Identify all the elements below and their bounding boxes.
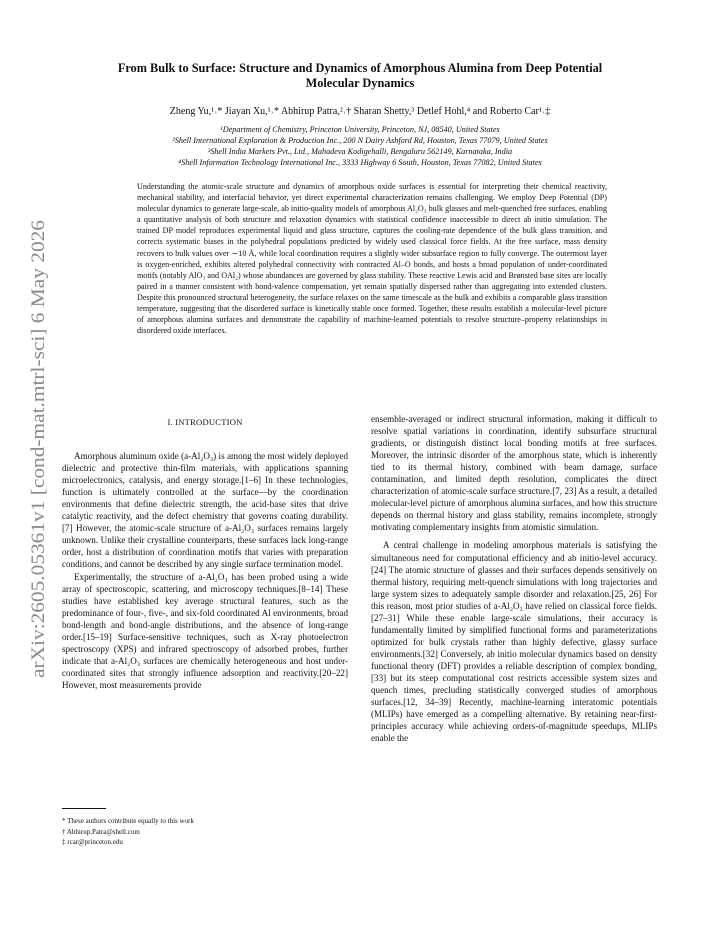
footnote-email-patra: † Abhirup.Patra@shell.com (62, 827, 140, 836)
affiliation-list (90, 124, 630, 168)
author-list: Zheng Yu,¹˒* Jiayan Xu,¹˒* Abhirup Patra,²˒† Sharan Shetty,³ Detlef Hohl,⁴ and Roberto Car¹˒‡ (169, 106, 551, 117)
body-paragraph: Experimentally, the structure of a-Al₂O₃ has been probed using a wide array of spectroscopic, scattering, and microscopy techniques.[8–14] These studies have established key average structural features, such as the predominance of four-, five-, and six-fold coordinated Al environments, broad bond-length and bond-angle distributions, and the absence of long-range order.[15–19] Surface-sensitive techniques, such as X-ray photoelectron spectroscopy (XPS) and infrared spectroscopy of adsorbed probes, further indicate that a-Al₂O₃ surfaces are chemically heterogeneous and host under-coordinated sites that strongly influence adsorption and reactivity.[20–22] However, most measurements provide (62, 571, 348, 690)
affiliation-2: ²Shell International Exploration & Production Inc., 200 N Dairy Ashford Rd, Houston, Texas 77079, United States (172, 136, 548, 145)
arxiv-identifier-stamp (10, 208, 58, 688)
abstract: Understanding the atomic-scale structure and dynamics of amorphous oxide surfaces is essential for interpreting their chemical reactivity, mechanical stability, and interfacial behavior, yet direct experimental characterization remains challenging. We employ Deep Potential (DP) molecular dynamics to generate large-scale, ab initio-quality models of amorphous Al₂O₃ bulk glasses and melt-quenched free surfaces, enabling a quantitative analysis of both structure and relaxation dynamics with statistical confidence inaccessible to direct ab initio simulation. The trained DP model reproduces experimental liquid and glass structure, captures the cooling-rate dependence of the bulk glass transition, and corrects systematic biases in the polyhedral populations predicted by widely used classical force fields. At the free surface, mass density recovers to bulk values over ∼10 Å, while local coordination requires a slightly wider subsurface region to fully converge. The outermost layer is oxygen-enriched, exhibits altered polyhedral connectivity with contracted Al–O bonds, and hosts a broad population of under-coordinated motifs (notably AlO₃ and OAl₂) whose abundances are governed by glass stability. These reactive Lewis acid and Brønsted base sites are locally paired in a manner consistent with bond-valence compensation, yet remain spatially dispersed rather than aggregating into extended clusters. Despite this pronounced structural heterogeneity, the surface relaxes on the same timescale as the bulk and exhibits a comparable glass transition temperature, suggesting that the disordered surface is kinetically stable once formed. Together, these results establish a molecular-level picture of amorphous alumina surfaces and demonstrate the capability of machine-learned potentials to resolve structure–property relationships in disordered oxide interfaces. (137, 182, 607, 336)
affiliation-4: ⁴Shell Information Technology International Inc., 3333 Highway 6 South, Houston, Texas 77082, United States (178, 158, 542, 167)
body-column-left (62, 413, 348, 691)
paper-title-line2: Molecular Dynamics (305, 76, 415, 90)
paper-title (80, 61, 640, 91)
body-paragraph: A central challenge in modeling amorphous materials is satisfying the simultaneous need for computational efficiency and ab initio-level accuracy.[24] The atomic structure of glasses and their surfaces depends sensitively on thermal history, requiring melt-quench simulations with long trajectories and large system sizes to adequately sample disorder and relaxation.[25, 26] For this reason, most prior studies of a-Al₂O₃ have relied on classical force fields.[27–31] While these enable large-scale simulations, their accuracy is fundamentally limited by simplified functional forms and parameterizations optimized for bulk crystals rather than highly defective, glassy surface environments.[32] Conversely, ab initio molecular dynamics based on density functional theory (DFT) provides a reliable description of complex bonding,[33] but its steep computational cost restricts accessible system sizes and quench times, precluding statistically converged studies of amorphous surfaces.[12, 34–39] Recently, machine-learning interatomic potentials (MLIPs) have emerged as a compelling alternative. By retaining near-first-principles accuracy while achieving orders-of-magnitude speedups, MLIPs enable the (371, 540, 657, 744)
paper-title-line1: From Bulk to Surface: Structure and Dynamics of Amorphous Alumina from Deep Potential (117, 61, 603, 75)
footnote-equal-contribution: * These authors contribute equally to this work (62, 817, 194, 825)
footnote-email-car: ‡ rcar@princeton.edu (62, 838, 123, 847)
section-heading-introduction: I. INTRODUCTION (167, 417, 243, 427)
body-paragraph: Amorphous aluminum oxide (a-Al₂O₃) is among the most widely deployed dielectric and protective thin-film materials, with applications spanning microelectronics, catalysis, and energy storage.[1–6] In these technologies, function is ultimately controlled at the surface—by the coordination environments that define dielectric strength, the acid-base sites that drive catalytic reactivity, and the defect chemistry that governs coating durability.[7] However, the atomic-scale structure of a-Al₂O₃ surfaces remains largely unknown. Unlike their crystalline counterparts, these surfaces lack long-range order, host a distribution of coordination motifs that varies with preparation conditions, and cannot be described by any single surface termination model. (62, 451, 348, 570)
body-column-right (371, 413, 657, 744)
footnotes (62, 816, 352, 848)
arxiv-id-text: arXiv:2605.05361v1 [cond-mat.mtrl-sci] 6 May 2026 (28, 270, 49, 678)
body-paragraph: ensemble-averaged or indirect structural information, making it difficult to resolve spatial variations in coordination, identify subsurface structural gradients, or distinguish distinct local bonding motifs at free surfaces. Moreover, the intrinsic disorder of the amorphous state, which is inherently tied to its thermal history, combined with beam damage, surface contamination, and limited depth resolution, complicates the direct characterization of atomic-scale surface structure.[7, 23] As a result, a detailed molecular-level picture of amorphous alumina surfaces, and how this structure depends on thermal history and glass stability, remains incomplete, strongly motivating complementary insights from atomistic simulation. (371, 414, 657, 533)
affiliation-1: ¹Department of Chemistry, Princeton University, Princeton, NJ, 08540, United States (220, 125, 500, 134)
footnote-divider (62, 808, 106, 809)
affiliation-3: ³Shell India Markets Pvt., Ltd., Mahadeva Kodigehalli, Bengaluru 562149, Karnataka, India (207, 147, 513, 156)
